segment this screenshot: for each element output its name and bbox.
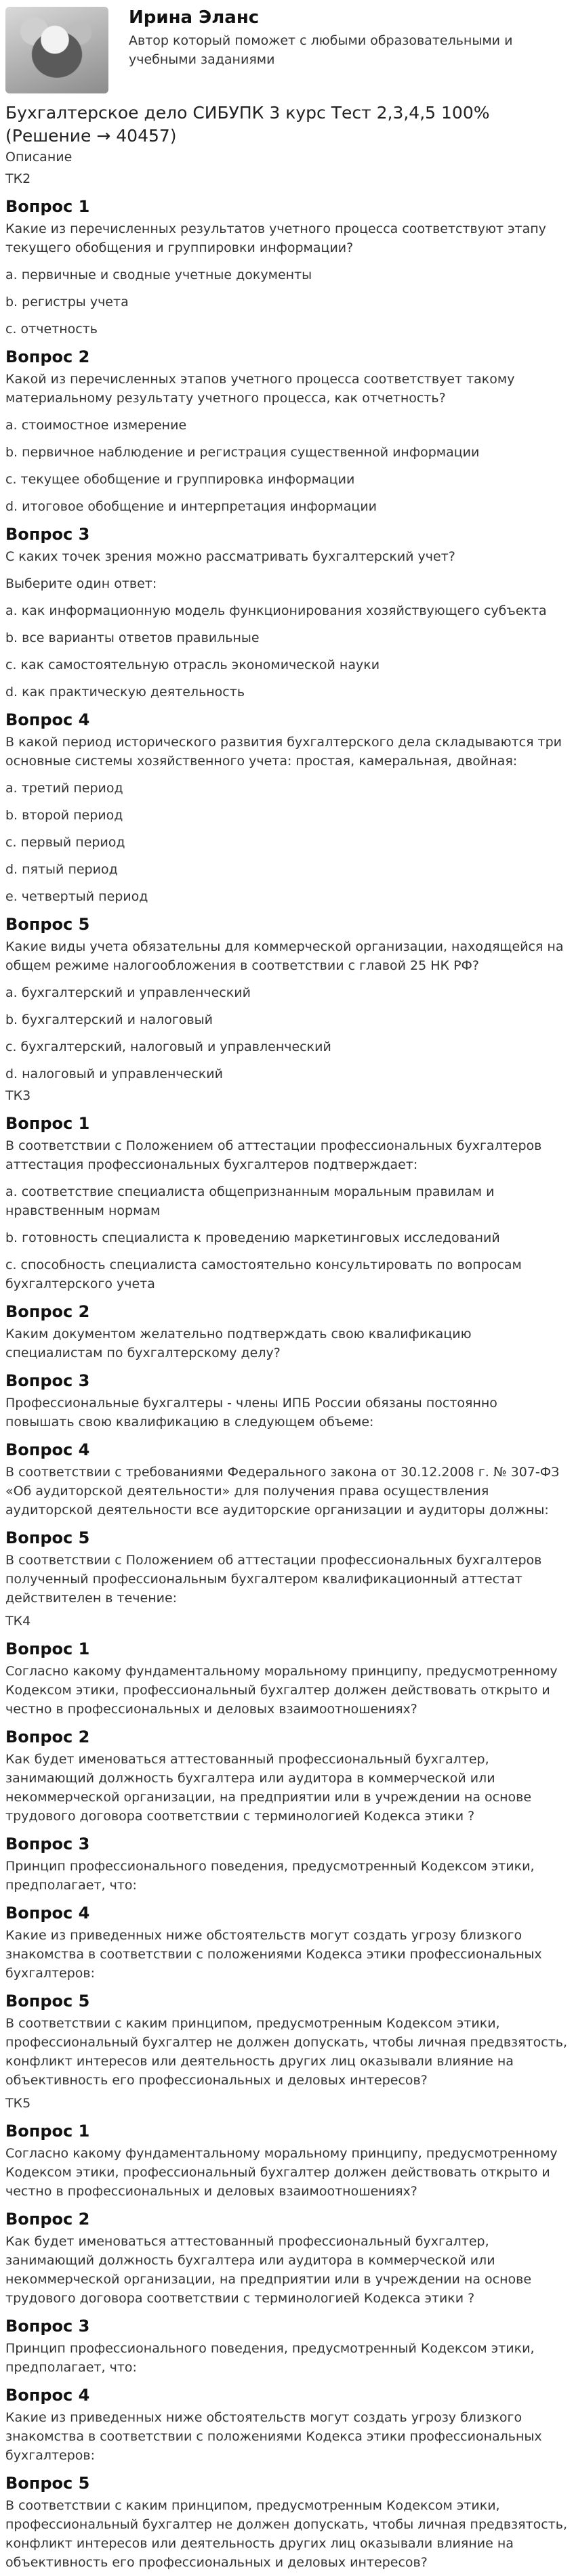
answer-option: c. как самостоятельную отрасль экономической науки: [5, 658, 380, 672]
question-text: Согласно какому фундаментальному моральному принципу, предусмотренному Кодексом этики, профессиональный бухгалтер должен действовать открыто и честно в профессиональных и деловых взаимоотношениях?: [5, 2146, 558, 2199]
question-title: Вопрос 4: [5, 1904, 90, 1923]
question-text: Принцип профессионального поведения, предусмотренный Кодексом этики, предполагает, что:: [5, 1859, 535, 1893]
question-title: Вопрос 5: [5, 2474, 90, 2493]
question-block: [5, 347, 569, 516]
author-name[interactable]: Ирина Эланс: [129, 7, 260, 28]
question-block: [5, 1371, 569, 1432]
question-text: Принцип профессионального поведения, предусмотренный Кодексом этики, предполагает, что:: [5, 2341, 535, 2375]
question-title: Вопрос 3: [5, 1834, 90, 1853]
question-text: Какие из приведенных ниже обстоятельств могут создать угрозу близкого знакомства в соответствии с положениями Кодекса этики профессиональных бухгалтеров:: [5, 2410, 542, 2463]
question-title: Вопрос 1: [5, 197, 90, 216]
author-description: Автор который поможет с любыми образовательными и учебными заданиями: [129, 33, 513, 67]
question-text: В какой период исторического развития бухгалтерского дела складываются три основные системы хозяйственного учета: простая, камеральная, двойная:: [5, 735, 562, 769]
question-title: Вопрос 5: [5, 1992, 90, 2011]
question-title: Вопрос 2: [5, 2210, 90, 2229]
test-section: [5, 169, 569, 1083]
answer-option: b. второй период: [5, 808, 123, 823]
answer-option: d. пятый период: [5, 862, 118, 877]
question-block: [5, 710, 569, 906]
test-section: [5, 1086, 569, 1608]
question-block: [5, 1440, 569, 1520]
test-section: [5, 1612, 569, 2090]
answer-option: a. соответствие специалиста общепризнанным моральным правилам и нравственным нормам: [5, 1184, 495, 1218]
answer-option: a. первичные и сводные учетные документы: [5, 267, 312, 282]
question-block: [5, 1727, 569, 1826]
question-text: Согласно какому фундаментальному моральному принципу, предусмотренному Кодексом этики, профессиональный бухгалтер должен действовать открыто и честно в профессиональных и деловых взаимоотношениях?: [5, 1664, 558, 1717]
question-text: В соответствии с Положением об аттестации профессиональных бухгалтеров аттестация профессиональных бухгалтеров подтверждает:: [5, 1138, 542, 1172]
test-sections: [5, 169, 569, 2572]
question-text: С каких точек зрения можно рассматривать бухгалтерский учет?: [5, 549, 455, 564]
question-text: Профессиональные бухгалтеры - члены ИПБ России обязаны постоянно повышать свою квалификацию в следующем объеме:: [5, 1396, 497, 1430]
description-label: Описание: [5, 150, 73, 165]
question-title: Вопрос 1: [5, 1114, 90, 1133]
question-text: В соответствии с каким принципом, предусмотренным Кодексом этики, профессиональный бухгалтер не должен допускать, чтобы личная предвзятость, конфликт интересов или деятельность других лиц оказывали влияние на объективность его профессиональных и деловых интересов?: [5, 2498, 568, 2570]
answer-option: d. налоговый и управленческий: [5, 1067, 223, 1081]
section-label: ТК2: [5, 171, 31, 186]
question-title: Вопрос 3: [5, 525, 90, 544]
answer-option: b. все варианты ответов правильные: [5, 630, 260, 645]
question-block: [5, 1528, 569, 1608]
answer-option: c. отчетность: [5, 322, 98, 337]
question-text: Какие виды учета обязательны для коммерческой организации, находящейся на общем режиме налогообложения в соответствии с главой 25 НК РФ?: [5, 939, 564, 973]
question-title: Вопрос 2: [5, 1302, 90, 1321]
question-text: В соответствии с Положением об аттестации профессиональных бухгалтеров полученный профессиональным бухгалтером квалификационный аттестат действителен в течение:: [5, 1553, 542, 1606]
document-title: Бухгалтерское дело СИБУПК 3 курс Тест 2,3,4,5 100% (Решение → 40457): [5, 103, 490, 146]
answer-option: d. как практическую деятельность: [5, 685, 245, 700]
question-title: Вопрос 1: [5, 2122, 90, 2141]
question-block: [5, 1991, 569, 2090]
question-title: Вопрос 5: [5, 915, 90, 934]
question-block: [5, 1113, 569, 1293]
question-block: [5, 2385, 569, 2465]
question-block: [5, 1834, 569, 1895]
question-block: [5, 196, 569, 339]
question-block: [5, 914, 569, 1083]
question-title: Вопрос 4: [5, 1440, 90, 1459]
question-title: Вопрос 5: [5, 1528, 90, 1547]
answer-option: a. как информационную модель функционирования хозяйствующего субъекта: [5, 603, 547, 618]
question-block: [5, 2121, 569, 2201]
question-block: [5, 1639, 569, 1719]
answer-option: b. готовность специалиста к проведению маркетинговых исследований: [5, 1230, 500, 1245]
question-title: Вопрос 3: [5, 1371, 90, 1390]
question-block: [5, 524, 569, 702]
question-title: Вопрос 1: [5, 1639, 90, 1658]
answer-option: c. текущее обобщение и группировка информации: [5, 472, 355, 487]
answer-option: a. бухгалтерский и управленческий: [5, 985, 251, 1000]
test-section: [5, 2094, 569, 2572]
question-block: [5, 2209, 569, 2308]
answer-option: c. первый период: [5, 835, 125, 850]
question-block: [5, 2316, 569, 2377]
section-label: ТК4: [5, 1614, 31, 1629]
answer-option: a. третий период: [5, 781, 123, 796]
author-avatar[interactable]: [5, 7, 108, 93]
question-text: Какой из перечисленных этапов учетного процесса соответствует такому материальному результату учетного процесса, как отчетность?: [5, 372, 515, 406]
answer-option: a. стоимостное измерение: [5, 418, 187, 433]
question-block: [5, 1903, 569, 1983]
section-label: ТК3: [5, 1088, 31, 1103]
question-prompt: Выберите один ответ:: [5, 576, 157, 591]
question-text: Как будет именоваться аттестованный профессиональный бухгалтер, занимающий должность бухгалтера или аудитора в коммерческой или некоммерческой организации, на предприятии или в учреждении на основе трудового договора соответствии с терминологией Кодекса этики ?: [5, 1752, 532, 1824]
author-info: [129, 7, 549, 69]
answer-option: d. итоговое обобщение и интерпретация информации: [5, 499, 377, 514]
question-title: Вопрос 2: [5, 347, 90, 366]
question-block: [5, 2473, 569, 2572]
question-title: Вопрос 4: [5, 710, 90, 729]
question-text: Каким документом желательно подтверждать свою квалификацию специалистам по бухгалтерскому делу?: [5, 1327, 472, 1360]
answer-option: e. четвертый период: [5, 889, 148, 904]
answer-option: c. способность специалиста самостоятельно консультировать по вопросам бухгалтерского учета: [5, 1258, 522, 1291]
question-text: Как будет именоваться аттестованный профессиональный бухгалтер, занимающий должность бухгалтера или аудитора в коммерческой или некоммерческой организации, на предприятии или в учреждении на основе трудового договора соответствии с терминологией Кодекса этики ?: [5, 2234, 532, 2306]
question-text: В соответствии с требованиями Федерального закона от 30.12.2008 г. № 307-ФЗ «Об аудиторской деятельности» для получения права осуществления аудиторской деятельности все аудиторские организации и аудиторы должны:: [5, 1465, 560, 1518]
question-text: В соответствии с каким принципом, предусмотренным Кодексом этики, профессиональный бухгалтер не должен допускать, чтобы личная предвзятость, конфликт интересов или деятельность других лиц оказывали влияние на объективность его профессиональных и деловых интересов?: [5, 2016, 568, 2088]
answer-option: b. регистры учета: [5, 295, 129, 309]
question-title: Вопрос 3: [5, 2317, 90, 2336]
question-title: Вопрос 4: [5, 2386, 90, 2405]
question-title: Вопрос 2: [5, 1727, 90, 1746]
answer-option: b. первичное наблюдение и регистрация существенной информации: [5, 445, 480, 460]
section-label: ТК5: [5, 2096, 31, 2111]
answer-option: c. бухгалтерский, налоговый и управленческий: [5, 1039, 331, 1054]
answer-option: b. бухгалтерский и налоговый: [5, 1012, 213, 1027]
author-card: [5, 0, 569, 93]
question-block: [5, 1302, 569, 1362]
question-text: Какие из перечисленных результатов учетного процесса соответствуют этапу текущего обобщения и группировки информации?: [5, 221, 546, 255]
question-text: Какие из приведенных ниже обстоятельств могут создать угрозу близкого знакомства в соответствии с положениями Кодекса этики профессиональных бухгалтеров:: [5, 1928, 542, 1981]
